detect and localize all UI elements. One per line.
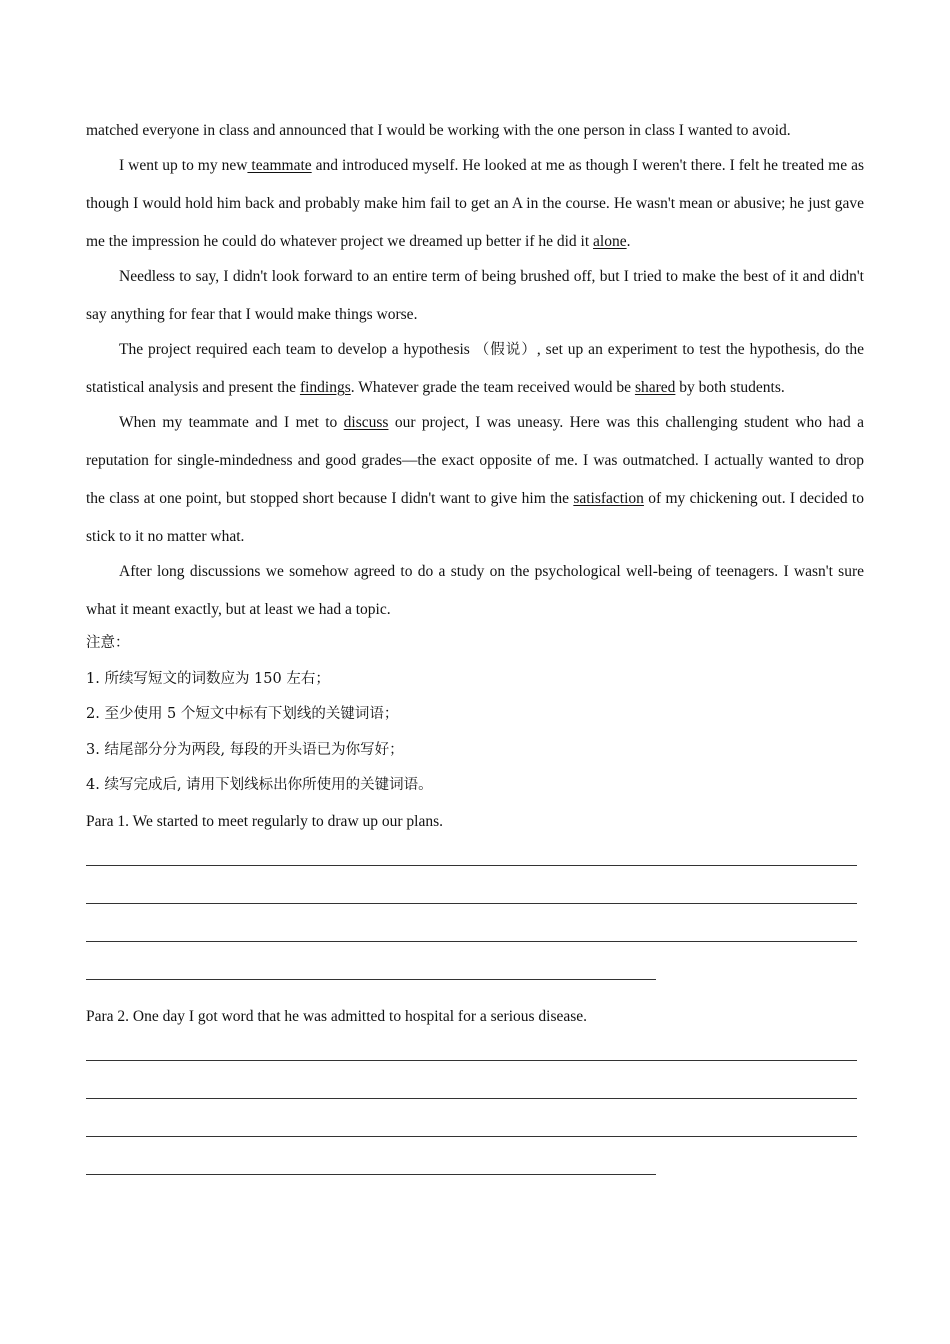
text-run: our project, I was uneasy. Here was this challenging student who had a reputation for single-mindedness and good grades—the exact opposite of me. I was outmatched. I actually wanted to drop the class at one point, but stopped short because I didn't want to give him the xyxy=(86,414,864,507)
chinese-gloss: （假说） xyxy=(474,342,537,358)
para2-prompt: Para 2. One day I got word that he was admitted to hospital for a serious disease. xyxy=(86,1007,588,1025)
story-paragraph-3 xyxy=(86,331,864,407)
text-run: . xyxy=(626,233,631,250)
notes-heading: 注意： xyxy=(86,635,130,651)
writing-line[interactable] xyxy=(86,839,864,877)
keyword-discuss: discuss xyxy=(343,414,389,431)
text-run: I went up to my new xyxy=(119,157,248,174)
keyword-satisfaction: satisfaction xyxy=(573,490,644,507)
text-run: , set up an experiment to test the hypothesis, do the statistical analysis and present the xyxy=(86,341,865,396)
writing-line[interactable] xyxy=(86,1148,864,1186)
writing-line[interactable] xyxy=(86,953,864,991)
writing-line[interactable] xyxy=(86,877,864,915)
story-paragraph-1 xyxy=(86,147,864,261)
note-item: 1. 所续写短文的词数应为 150 左右； xyxy=(86,670,330,687)
story-paragraph-2: Needless to say, I didn't look forward to an entire term of being brushed off, but I tried to make the best of it and didn't say anything for fear that I would make things worse. xyxy=(86,268,864,323)
writing-line[interactable] xyxy=(86,1110,864,1148)
writing-line[interactable] xyxy=(86,915,864,953)
para1-prompt: Para 1. We started to meet regularly to draw up our plans. xyxy=(86,812,444,830)
story-paragraph-0: matched everyone in class and announced that I would be working with the one person in class I wanted to avoid. xyxy=(86,122,791,139)
note-item: 2. 至少使用 5 个短文中标有下划线的关键词语； xyxy=(86,706,399,722)
spacer xyxy=(86,991,864,999)
story-paragraph-5: After long discussions we somehow agreed to do a study on the psychological well-being of teenagers. I wasn't sure what it meant exactly, but at least we had a topic. xyxy=(86,563,864,618)
text-run: . Whatever grade the team received would be xyxy=(350,379,635,396)
keyword-teammate: teammate xyxy=(247,157,312,174)
note-item: 3. 结尾部分分为两段, 每段的开头语已为你写好； xyxy=(86,741,404,758)
writing-line[interactable] xyxy=(86,1034,864,1072)
text-run: of my chickening out. I decided to stick to it no matter what. xyxy=(86,490,864,545)
text-run: by both students. xyxy=(675,379,785,396)
writing-line[interactable] xyxy=(86,1072,864,1110)
keyword-shared: shared xyxy=(634,379,676,396)
keyword-findings: findings xyxy=(299,379,351,396)
text-run: and introduced myself. He looked at me as though I weren't there. I felt he treated me as though I would hold him back and probably make him fail to get an A in the course. He wasn't mean or abusive; he just gave me the impression he could do whatever project we dreamed up better if he did it xyxy=(86,157,864,250)
document-body xyxy=(86,112,864,1186)
text-run: When my teammate and I met to xyxy=(119,414,344,431)
note-item: 4. 续写完成后, 请用下划线标出你所使用的关键词语。 xyxy=(86,777,433,793)
story-paragraph-4 xyxy=(86,404,864,556)
notes-section xyxy=(86,626,864,804)
text-run: The project required each team to develop a hypothesis xyxy=(119,341,475,358)
keyword-alone: alone xyxy=(593,233,627,250)
